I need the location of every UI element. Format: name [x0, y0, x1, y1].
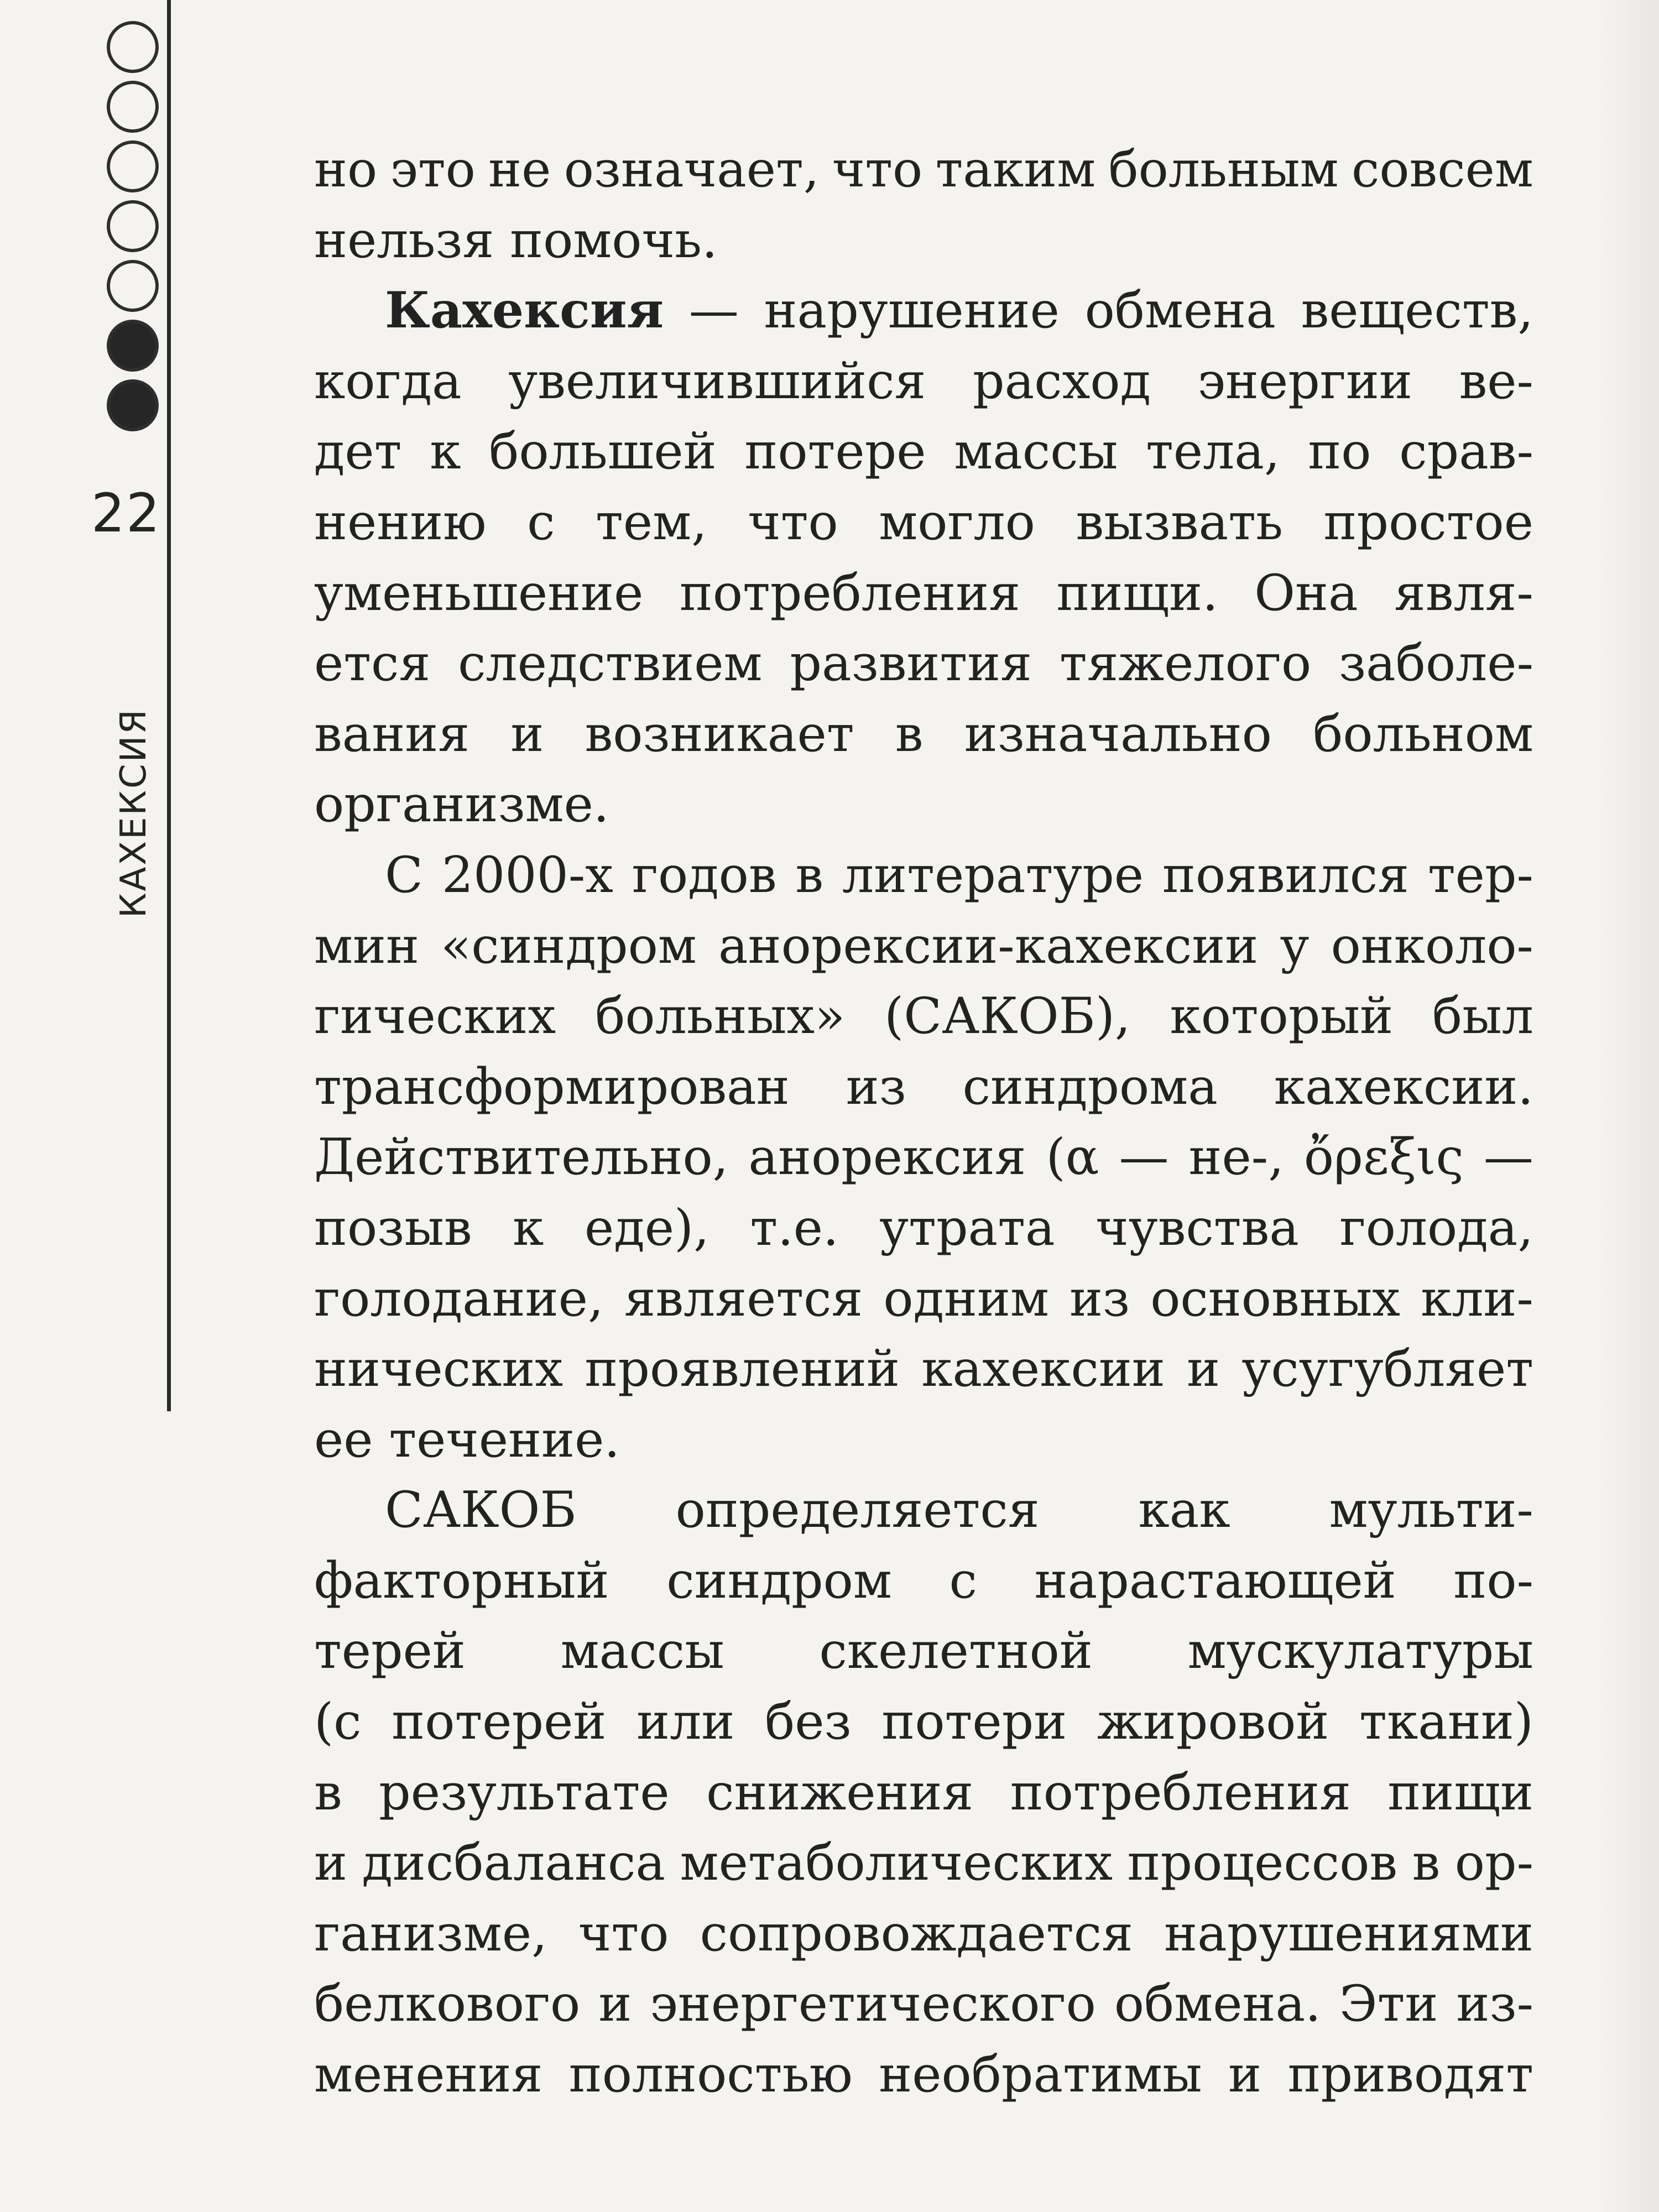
word: к: [513, 1198, 544, 1257]
word: совсем: [1351, 140, 1533, 199]
text-line: [314, 911, 1533, 982]
word: усугубляет: [1241, 1340, 1533, 1399]
progress-dot-empty: [107, 81, 159, 133]
text-line: [314, 1546, 1533, 1616]
word: результате: [379, 1763, 670, 1822]
word: тер-: [1427, 846, 1533, 904]
word: скелетной: [819, 1622, 1093, 1681]
word: ется: [314, 634, 431, 693]
margin-rule: [167, 0, 171, 1411]
word: не-,: [1188, 1128, 1284, 1187]
text-line: [314, 981, 1533, 1052]
word: или: [637, 1693, 735, 1751]
word: когда: [314, 352, 462, 410]
word: больным: [1108, 140, 1339, 199]
text-line: [314, 769, 1533, 840]
text-line: [314, 1264, 1533, 1334]
word: синдрома: [962, 1057, 1218, 1116]
word: как: [1138, 1481, 1230, 1540]
word: анорексия: [748, 1128, 1026, 1187]
word: увеличившийся: [508, 352, 926, 410]
word: течение.: [389, 1410, 620, 1469]
word: «синдром: [441, 916, 697, 975]
word: нарушениями: [1164, 1904, 1533, 1963]
text-line: [314, 1969, 1533, 2039]
word: анорексии-кахексии: [718, 916, 1259, 975]
word: и: [314, 1834, 347, 1892]
word: литературе: [842, 846, 1144, 904]
word: ὄρεξις: [1303, 1128, 1464, 1187]
word: дет: [314, 422, 402, 481]
word: —: [1483, 1128, 1533, 1187]
word: (с: [314, 1693, 362, 1751]
word: необратимы: [879, 2046, 1202, 2104]
word: у: [1280, 916, 1310, 975]
word: мульти-: [1329, 1481, 1533, 1540]
word: мин: [314, 916, 419, 975]
word: из: [1070, 1269, 1130, 1328]
text-line: [314, 1334, 1533, 1405]
term-heading: Кахексия: [385, 281, 664, 340]
word: кли-: [1421, 1269, 1533, 1328]
word: появился: [1162, 846, 1409, 904]
word: и: [1228, 2046, 1262, 2104]
word: утрата: [879, 1198, 1055, 1257]
word: полностью: [568, 2046, 853, 2104]
text-line: [314, 1898, 1533, 1969]
word: массы: [560, 1622, 724, 1681]
word: снижения: [706, 1763, 974, 1822]
text-line: [314, 1475, 1533, 1546]
word: и: [510, 705, 544, 763]
word: возникает: [585, 705, 854, 763]
word: САКОБ: [385, 1481, 577, 1540]
word: ее: [314, 1410, 373, 1469]
word: массы: [954, 422, 1118, 481]
text-line: [314, 346, 1533, 417]
word: в: [314, 1763, 342, 1822]
word: энергии: [1197, 352, 1412, 410]
word: 2000-х: [441, 846, 613, 904]
word: простое: [1323, 493, 1533, 551]
text-line: [314, 205, 1533, 276]
text-line: [314, 1616, 1533, 1687]
text-line: [314, 558, 1533, 629]
word: нических: [314, 1340, 564, 1399]
word: потребления: [679, 564, 1021, 622]
word: что: [578, 1904, 669, 1963]
word: ве-: [1459, 352, 1533, 410]
word: и: [598, 1975, 632, 2033]
word: пищи: [1387, 1763, 1533, 1822]
word: к: [430, 422, 461, 481]
word: по-: [1453, 1551, 1533, 1610]
progress-dot-empty: [107, 140, 159, 192]
word: организме.: [314, 775, 609, 834]
word: но: [314, 140, 378, 199]
word: дисбаланса: [362, 1834, 666, 1892]
word: ганизме,: [314, 1904, 547, 1963]
word: Действительно,: [314, 1128, 729, 1187]
word: в: [895, 705, 924, 763]
word: веществ,: [1301, 281, 1533, 340]
word: является: [624, 1269, 863, 1328]
word: что: [832, 140, 923, 199]
word: —: [688, 281, 739, 340]
word: был: [1432, 987, 1533, 1046]
word: большей: [489, 422, 717, 481]
word: вызвать: [1076, 493, 1284, 551]
word: тела,: [1146, 422, 1280, 481]
progress-dot-empty: [107, 260, 159, 312]
word: развития: [790, 634, 1032, 693]
text-line: [314, 275, 1533, 346]
word: (α: [1046, 1128, 1099, 1187]
word: с: [527, 493, 555, 551]
word: сопровождается: [700, 1904, 1133, 1963]
word: трансформирован: [314, 1057, 790, 1116]
text-line: [314, 1828, 1533, 1898]
word: с: [949, 1551, 977, 1610]
word: потери: [881, 1693, 1067, 1751]
word: по: [1308, 422, 1371, 481]
word: уменьшение: [314, 564, 644, 622]
word: кахексии.: [1274, 1057, 1533, 1116]
text-line: [314, 1687, 1533, 1757]
word: метаболических: [680, 1834, 1113, 1892]
word: Она: [1254, 564, 1358, 622]
word: из-: [1456, 1975, 1533, 2033]
word: (САКОБ),: [884, 987, 1131, 1046]
text-line: [314, 134, 1533, 205]
word: основных: [1150, 1269, 1401, 1328]
word: менения: [314, 2046, 543, 2104]
word: ткани): [1359, 1693, 1533, 1751]
word: нельзя: [314, 211, 494, 269]
word: заболе-: [1339, 634, 1533, 693]
text-line: [314, 1757, 1533, 1828]
word: гических: [314, 987, 556, 1046]
word: из: [846, 1057, 906, 1116]
word: т.е.: [750, 1198, 839, 1257]
text-line: [314, 628, 1533, 699]
text-line: [314, 1122, 1533, 1193]
word: Эти: [1339, 1975, 1438, 2033]
word: С: [385, 846, 423, 904]
word: в: [1412, 1834, 1441, 1892]
word: онколо-: [1331, 916, 1533, 975]
text-line: [314, 416, 1533, 487]
text-line: [314, 2039, 1533, 2110]
word: это: [390, 140, 476, 199]
word: могло: [879, 493, 1035, 551]
word: обмена.: [1114, 1975, 1321, 2033]
word: энергетического: [650, 1975, 1096, 2033]
word: голодание,: [314, 1269, 604, 1328]
word: расход: [972, 352, 1151, 410]
progress-dot-empty: [107, 200, 159, 252]
word: факторный: [314, 1551, 609, 1610]
progress-dot-empty: [107, 21, 159, 73]
word: мускулатуры: [1187, 1622, 1533, 1681]
page-number: 22: [91, 482, 161, 544]
word: потребления: [1010, 1763, 1351, 1822]
word: белкового: [314, 1975, 581, 2033]
word: вания: [314, 705, 470, 763]
progress-dot-filled: [107, 379, 159, 431]
text-line: [314, 487, 1533, 558]
word: без: [765, 1693, 852, 1751]
word: больном: [1313, 705, 1533, 763]
word: явля-: [1394, 564, 1533, 622]
word: годов: [632, 846, 777, 904]
text-line: [314, 1193, 1533, 1264]
word: одним: [883, 1269, 1049, 1328]
word: тем,: [596, 493, 707, 551]
word: не: [488, 140, 551, 199]
word: чувства: [1095, 1198, 1299, 1257]
word: кахексии: [921, 1340, 1165, 1399]
text-line: [314, 699, 1533, 770]
word: который: [1170, 987, 1394, 1046]
word: тяжелого: [1059, 634, 1312, 693]
text-line: [314, 840, 1533, 911]
word: потере: [744, 422, 926, 481]
word: жировой: [1097, 1693, 1329, 1751]
running-head: КАХЕКСИЯ: [113, 708, 154, 918]
word: еде),: [585, 1198, 709, 1257]
word: голода,: [1339, 1198, 1533, 1257]
word: пищи.: [1056, 564, 1218, 622]
word: таким: [935, 140, 1096, 199]
body-text: [314, 134, 1533, 2110]
word: потерей: [392, 1693, 607, 1751]
word: помочь.: [510, 211, 718, 269]
word: позыв: [314, 1198, 472, 1257]
word: и: [1187, 1340, 1220, 1399]
word: изначально: [964, 705, 1272, 763]
word: процессов: [1127, 1834, 1398, 1892]
word: больных»: [595, 987, 846, 1046]
word: что: [748, 493, 838, 551]
word: нарушение: [764, 281, 1060, 340]
word: проявлений: [585, 1340, 900, 1399]
word: терей: [314, 1622, 466, 1681]
word: приводят: [1287, 2046, 1533, 2104]
progress-dot-filled: [107, 320, 159, 372]
word: обмена: [1084, 281, 1276, 340]
word: нению: [314, 493, 487, 551]
word: синдром: [666, 1551, 892, 1610]
word: ор-: [1454, 1834, 1533, 1892]
word: означает,: [564, 140, 820, 199]
word: следствием: [458, 634, 763, 693]
text-line: [314, 1052, 1533, 1123]
word: определяется: [675, 1481, 1040, 1540]
text-line: [314, 1405, 1533, 1475]
word: нарастающей: [1034, 1551, 1396, 1610]
word: срав-: [1399, 422, 1533, 481]
word: в: [795, 846, 824, 904]
word: —: [1119, 1128, 1169, 1187]
